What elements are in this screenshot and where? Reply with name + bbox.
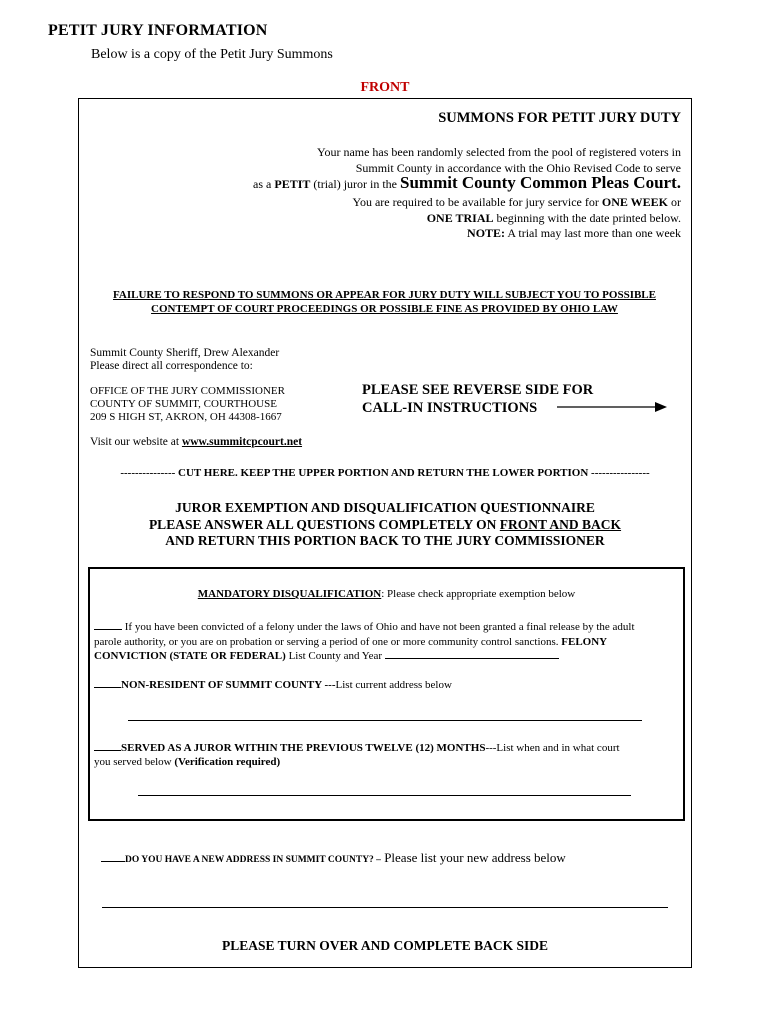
felony-checkbox-blank[interactable]: [94, 629, 122, 630]
served-details-field[interactable]: [138, 795, 631, 796]
note-label: NOTE:: [467, 226, 506, 240]
address-line-2: COUNTY OF SUMMIT, COURTHOUSE: [90, 398, 277, 410]
address-line-1: OFFICE OF THE JURY COMMISSIONER: [90, 385, 285, 397]
served-bold: SERVED AS A JUROR WITHIN THE PREVIOUS TWELVE (12) MONTHS: [121, 742, 486, 754]
summons-line-4: [353, 194, 682, 210]
text: (trial) juror in the: [310, 177, 401, 191]
summons-line-3: [253, 175, 681, 192]
correspondence-label: Please direct all correspondence to:: [90, 360, 253, 372]
felony-text: If you have been convicted of a felony under the laws of Ohio and have not been granted a final release by the adult parole authority, or you are on probation or serving a period of one or more community control sanctions.: [94, 621, 635, 648]
felony-item: [94, 620, 656, 664]
text: Visit our website at: [90, 436, 182, 448]
front-label: FRONT: [360, 80, 410, 95]
new-address-field[interactable]: [102, 907, 668, 908]
mandatory-label: MANDATORY DISQUALIFICATION: [197, 588, 382, 600]
text: A trial may last more than one week: [505, 226, 681, 240]
one-week-text: ONE WEEK: [601, 195, 668, 209]
summons-line-2: Summit County in accordance with the Ohio Revised Code to serve: [355, 161, 681, 175]
text: or: [668, 195, 681, 209]
questionnaire-title-1: JUROR EXEMPTION AND DISQUALIFICATION QUESTIONNAIRE: [175, 500, 595, 515]
text: Please list your new address below: [380, 850, 566, 865]
front-and-back-text: FRONT AND BACK: [499, 516, 622, 532]
arrow-right-icon: [557, 399, 667, 415]
felony-county-year-field[interactable]: [385, 658, 559, 659]
verification-required: (Verification required): [174, 756, 281, 768]
sheriff-name: Summit County Sheriff, Drew Alexander: [90, 347, 280, 359]
nonresident-item: [94, 679, 452, 691]
page-title: PETIT JURY INFORMATION: [48, 22, 268, 39]
petit-text: PETIT: [274, 177, 311, 191]
warning-line-1: FAILURE TO RESPOND TO SUMMONS OR APPEAR FOR JURY DUTY WILL SUBJECT YOU TO POSSIBLE: [112, 289, 656, 301]
summons-line-5: [427, 210, 681, 226]
text: List County and Year: [285, 650, 383, 662]
failure-warning: [88, 289, 681, 316]
mandatory-disqualification-box: [88, 567, 685, 821]
nonresident-checkbox-blank[interactable]: [94, 687, 121, 688]
questionnaire-title: [0, 500, 770, 550]
page-subtitle: Below is a copy of the Petit Jury Summons: [91, 47, 333, 62]
cut-line: --------------- CUT HERE. KEEP THE UPPER PORTION AND RETURN THE LOWER PORTION ----------------: [120, 467, 650, 479]
text: you served below: [94, 756, 175, 768]
reverse-line-2: CALL-IN INSTRUCTIONS: [362, 400, 538, 416]
summons-line-1: Your name has been randomly selected from the pool of registered voters in: [316, 145, 681, 159]
text: List current address below: [335, 679, 452, 691]
reverse-line-1: PLEASE SEE REVERSE SIDE FOR: [362, 382, 594, 398]
website-line: [90, 436, 302, 448]
new-address-checkbox-blank[interactable]: [101, 861, 125, 862]
warning-line-2: CONTEMPT OF COURT PROCEEDINGS OR POSSIBLE FINE AS PROVIDED BY OHIO LAW: [151, 302, 618, 315]
questionnaire-title-3: AND RETURN THIS PORTION BACK TO THE JURY COMMISSIONER: [165, 533, 605, 548]
new-address-bold: DO YOU HAVE A NEW ADDRESS IN SUMMIT COUNTY? –: [125, 855, 381, 865]
served-juror-item: [94, 741, 664, 769]
turn-over-notice: PLEASE TURN OVER AND COMPLETE BACK SIDE: [221, 938, 549, 953]
website-link[interactable]: www.summitcpcourt.net: [181, 436, 303, 448]
text: beginning with the date printed below.: [493, 211, 681, 225]
current-address-field[interactable]: [128, 720, 642, 721]
mailing-address: [90, 385, 285, 424]
felony-bold: FELONY CONVICTION (STATE OR FEDERAL): [94, 635, 607, 662]
court-period: .: [676, 173, 681, 192]
court-name: Summit County Common Pleas Court: [400, 173, 677, 192]
questionnaire-title-2: [0, 517, 770, 534]
text: You are required to be available for jury service for: [352, 195, 602, 209]
text: : Please check appropriate exemption below: [381, 588, 576, 600]
new-address-item: [101, 850, 566, 866]
text: PLEASE ANSWER ALL QUESTIONS COMPLETELY ON: [148, 516, 500, 532]
text: ---List when and in what court: [485, 742, 620, 754]
sheriff-block: [90, 347, 279, 373]
text: as a: [253, 177, 275, 191]
one-trial-text: ONE TRIAL: [426, 211, 494, 225]
summons-title: SUMMONS FOR PETIT JURY DUTY: [438, 110, 681, 126]
mandatory-heading: [88, 588, 685, 600]
address-line-3: 209 S HIGH ST, AKRON, OH 44308-1667: [90, 411, 282, 423]
nonresident-bold: NON-RESIDENT OF SUMMIT COUNTY ---: [121, 679, 336, 691]
summons-note: [467, 225, 681, 241]
served-checkbox-blank[interactable]: [94, 750, 121, 751]
